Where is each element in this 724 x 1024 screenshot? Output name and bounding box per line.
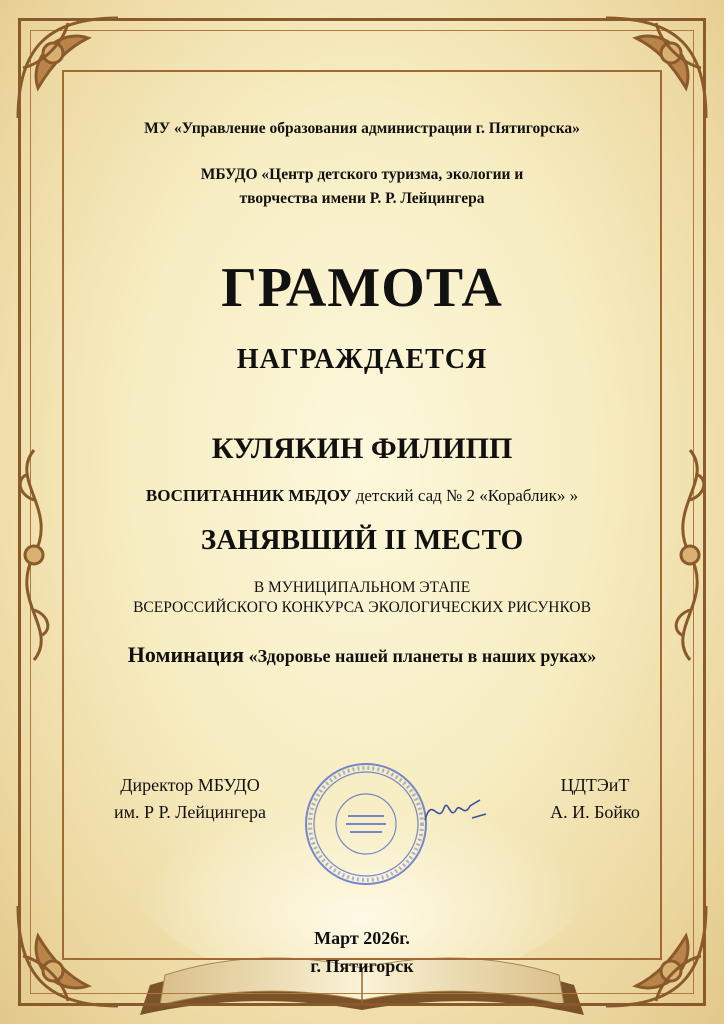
corner-ornament-top-left xyxy=(8,8,128,128)
contest-line-2: ВСЕРОССИЙСКОГО КОНКУРСА ЭКОЛОГИЧЕСКИХ РИСУНКОВ xyxy=(133,599,591,616)
recipient-name: КУЛЯКИН ФИЛИПП xyxy=(211,432,513,465)
affiliation-rest: детский сад № 2 «Кораблик» » xyxy=(351,486,579,505)
nomination-label: Номинация xyxy=(127,642,245,667)
director-name xyxy=(520,772,670,826)
affiliation-bold: ВОСПИТАННИК МБДОУ xyxy=(145,486,352,505)
issue-date: Март 2026г. xyxy=(314,928,410,948)
place-awarded: ЗАНЯВШИЙ II МЕСТО xyxy=(200,524,524,556)
institution-line-1: МБУДО «Центр детского туризма, экологии и xyxy=(200,166,524,183)
director-title xyxy=(70,772,310,826)
handwritten-signature xyxy=(420,790,490,830)
director-title-line-1: Директор МБУДО xyxy=(120,775,260,795)
contest-description xyxy=(0,578,724,618)
institution-lines xyxy=(0,163,724,211)
corner-ornament-top-right xyxy=(596,8,716,128)
issuer-line: МУ «Управление образования администрации г. Пятигорска» xyxy=(144,120,580,137)
official-seal-stamp xyxy=(302,760,430,888)
contest-line-1: В МУНИЦИПАЛЬНОМ ЭТАПЕ xyxy=(253,579,471,596)
director-name-line-1: ЦДТЭиТ xyxy=(560,775,630,795)
nomination-value: «Здоровье нашей планеты в наших руках» xyxy=(244,646,597,666)
director-name-line-2: А. И. Бойко xyxy=(550,802,640,822)
institution-line-2: творчества имени Р. Р. Лейцингера xyxy=(239,190,485,207)
issue-city: г. Пятигорск xyxy=(310,956,414,976)
director-title-line-2: им. Р Р. Лейцингера xyxy=(113,802,267,822)
certificate-title: ГРАМОТА xyxy=(221,257,503,319)
awarded-heading: НАГРАЖДАЕТСЯ xyxy=(236,344,488,375)
issue-date-place xyxy=(0,924,724,980)
nomination xyxy=(0,642,724,668)
recipient-affiliation xyxy=(0,486,724,506)
